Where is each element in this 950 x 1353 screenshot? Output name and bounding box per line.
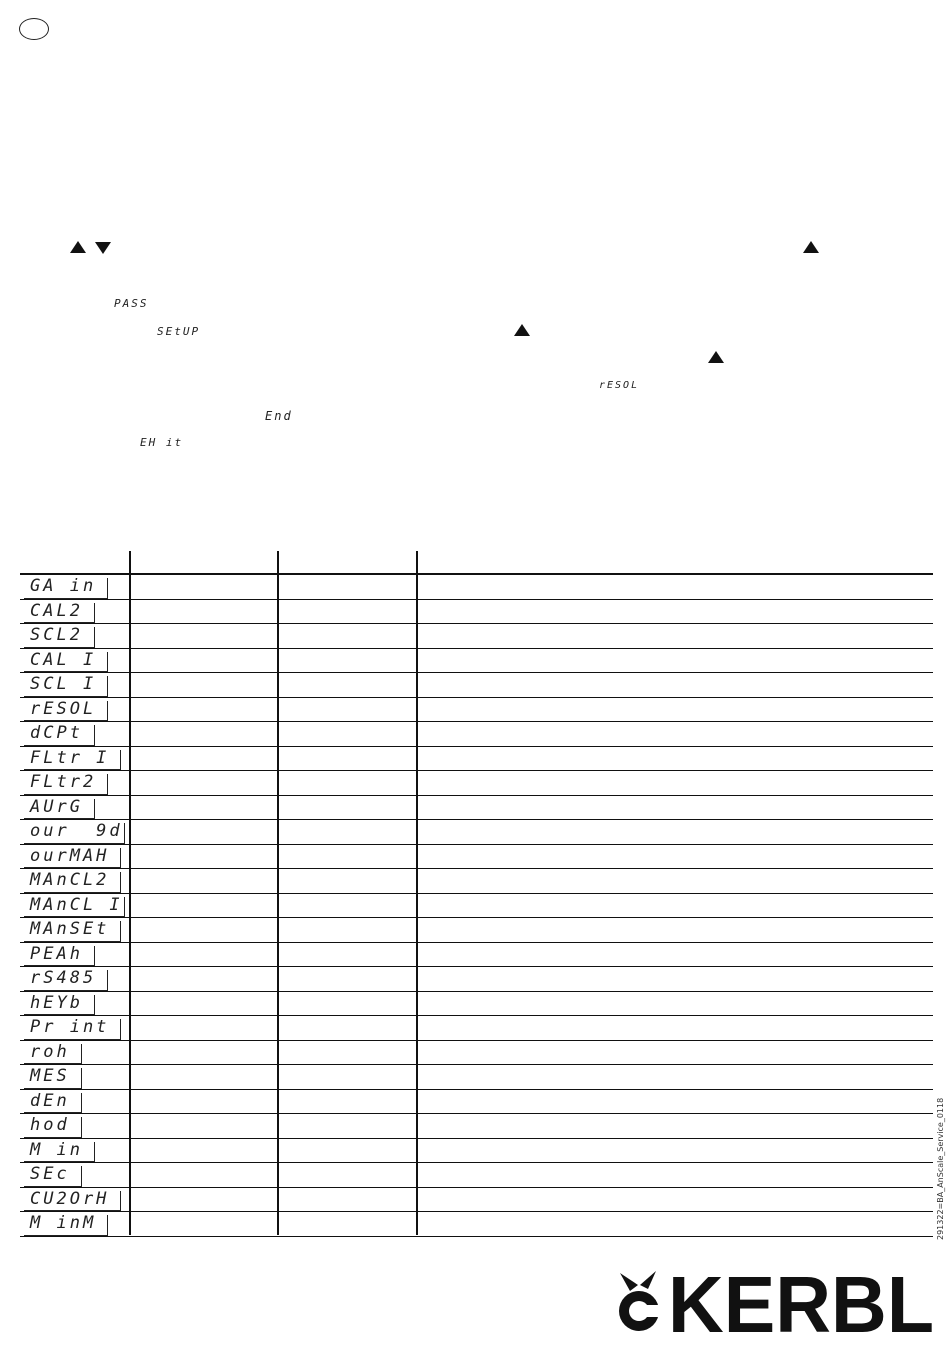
parameter-code: M in: [30, 1139, 83, 1160]
display-box-edge: [107, 970, 108, 991]
table-row: [24, 698, 128, 722]
row-separator: [20, 599, 933, 600]
parameter-code: MES: [30, 1066, 70, 1086]
row-separator: [20, 1015, 933, 1016]
row-separator: [20, 648, 933, 649]
row-separator: [20, 1064, 933, 1065]
row-separator: [20, 1089, 933, 1090]
brand-wordmark: KERBL: [668, 1265, 934, 1335]
display-resol: rESOL: [599, 380, 640, 391]
display-box-edge: [81, 1093, 82, 1114]
display-box-edge: [120, 750, 121, 771]
row-separator: [20, 819, 933, 820]
display-box-edge: [120, 1191, 121, 1212]
parameter-code: SCL I: [30, 674, 97, 694]
parameter-code: ourMAH: [30, 845, 110, 866]
table-row: [24, 796, 128, 820]
table-header-rule: [20, 573, 933, 575]
display-box-edge: [81, 1166, 82, 1187]
parameter-code: GA in: [30, 576, 97, 596]
parameter-code: PEAh: [30, 943, 83, 964]
parameter-code: our 9d: [30, 821, 123, 841]
table-row: [24, 1212, 128, 1236]
row-separator: [20, 991, 933, 992]
row-separator: [20, 1236, 933, 1237]
row-separator: [20, 672, 933, 673]
up-arrow-icon: [514, 324, 530, 336]
up-arrow-icon: [70, 241, 86, 253]
row-separator: [20, 623, 933, 624]
parameter-code: rESOL: [30, 698, 97, 719]
document-code: 291322=BA_AnScale_Service_0118: [936, 1097, 945, 1240]
up-arrow-icon: [708, 351, 724, 363]
parameter-code: M inM: [30, 1213, 97, 1233]
row-separator: [20, 942, 933, 943]
table-row: [24, 747, 128, 771]
table-row: [24, 600, 128, 624]
table-row: [24, 673, 128, 697]
table-row: [24, 845, 128, 869]
row-separator: [20, 868, 933, 869]
display-box-edge: [81, 1068, 82, 1089]
table-row: [24, 649, 128, 673]
table-row: [24, 918, 128, 942]
parameter-code: CU2OrH: [30, 1188, 110, 1209]
row-separator: [20, 795, 933, 796]
table-row: [24, 1090, 128, 1114]
row-separator: [20, 893, 933, 894]
display-box-edge: [120, 1019, 121, 1040]
down-arrow-icon: [95, 242, 111, 254]
row-separator: [20, 1187, 933, 1188]
display-box-edge: [81, 1117, 82, 1138]
table-row: [24, 771, 128, 795]
display-box-edge: [94, 627, 95, 648]
parameter-code: FLtr I: [30, 747, 110, 768]
row-separator: [20, 770, 933, 771]
parameter-code: hEYb: [30, 992, 83, 1013]
row-separator: [20, 917, 933, 918]
display-box-edge: [124, 897, 125, 918]
display-box-edge: [94, 995, 95, 1016]
row-separator: [20, 721, 933, 722]
parameter-code: roh: [30, 1041, 70, 1062]
table-row: [24, 1065, 128, 1089]
parameter-code: hod: [30, 1115, 70, 1135]
row-separator: [20, 1211, 933, 1212]
parameter-code: rS485: [30, 968, 97, 988]
table-row: [24, 967, 128, 991]
display-end: End: [265, 409, 293, 423]
up-arrow-icon: [803, 241, 819, 253]
kerbl-logo: [612, 1265, 934, 1335]
display-box-edge: [94, 799, 95, 820]
display-box-edge: [120, 921, 121, 942]
display-box-edge: [81, 1044, 82, 1065]
display-box-edge: [120, 848, 121, 869]
table-row: [24, 1041, 128, 1065]
row-separator: [20, 746, 933, 747]
table-row: [24, 575, 128, 599]
parameter-code: CAL2: [30, 600, 83, 621]
display-box-edge: [94, 603, 95, 624]
table-row: [24, 722, 128, 746]
parameter-code: MAnSEt: [30, 919, 110, 939]
table-row: [24, 1163, 128, 1187]
display-setup: SEtUP: [157, 325, 201, 338]
display-box-edge: [107, 676, 108, 697]
display-box-edge: [107, 578, 108, 599]
row-separator: [20, 844, 933, 845]
display-box-edge: [94, 1142, 95, 1163]
parameter-code: Pr int: [30, 1017, 110, 1037]
row-separator: [20, 966, 933, 967]
row-separator: [20, 1162, 933, 1163]
table-row: [24, 1188, 128, 1212]
table-row: [24, 894, 128, 918]
row-separator: [20, 1113, 933, 1114]
row-separator: [20, 1138, 933, 1139]
parameter-code: dEn: [30, 1090, 70, 1111]
parameter-code: FLtr2: [30, 772, 97, 792]
display-box-edge: [120, 872, 121, 893]
parameter-code: dCPt: [30, 723, 83, 743]
display-pass: PASS: [114, 297, 149, 310]
language-marker-oval: [19, 18, 49, 40]
parameter-code: AUrG: [30, 796, 83, 817]
display-box-edge: [94, 946, 95, 967]
table-row: [24, 1016, 128, 1040]
table-row: [24, 992, 128, 1016]
parameter-code: MAnCL I: [30, 894, 123, 915]
table-row: [24, 1114, 128, 1138]
display-box-edge: [107, 652, 108, 673]
display-box-edge: [124, 823, 125, 844]
row-separator: [20, 1040, 933, 1041]
display-box-edge: [94, 725, 95, 746]
display-box-edge: [107, 1215, 108, 1236]
parameter-code: MAnCL2: [30, 870, 110, 890]
parameter-code: SCL2: [30, 625, 83, 645]
row-separator: [20, 697, 933, 698]
display-box-edge: [107, 774, 108, 795]
table-row: [24, 624, 128, 648]
parameter-code: SEc: [30, 1164, 70, 1184]
parameter-code: CAL I: [30, 649, 97, 670]
table-row: [24, 1139, 128, 1163]
display-box-edge: [107, 701, 108, 722]
table-row: [24, 820, 128, 844]
display-exit: EH it: [140, 436, 184, 449]
table-row: [24, 943, 128, 967]
table-row: [24, 869, 128, 893]
